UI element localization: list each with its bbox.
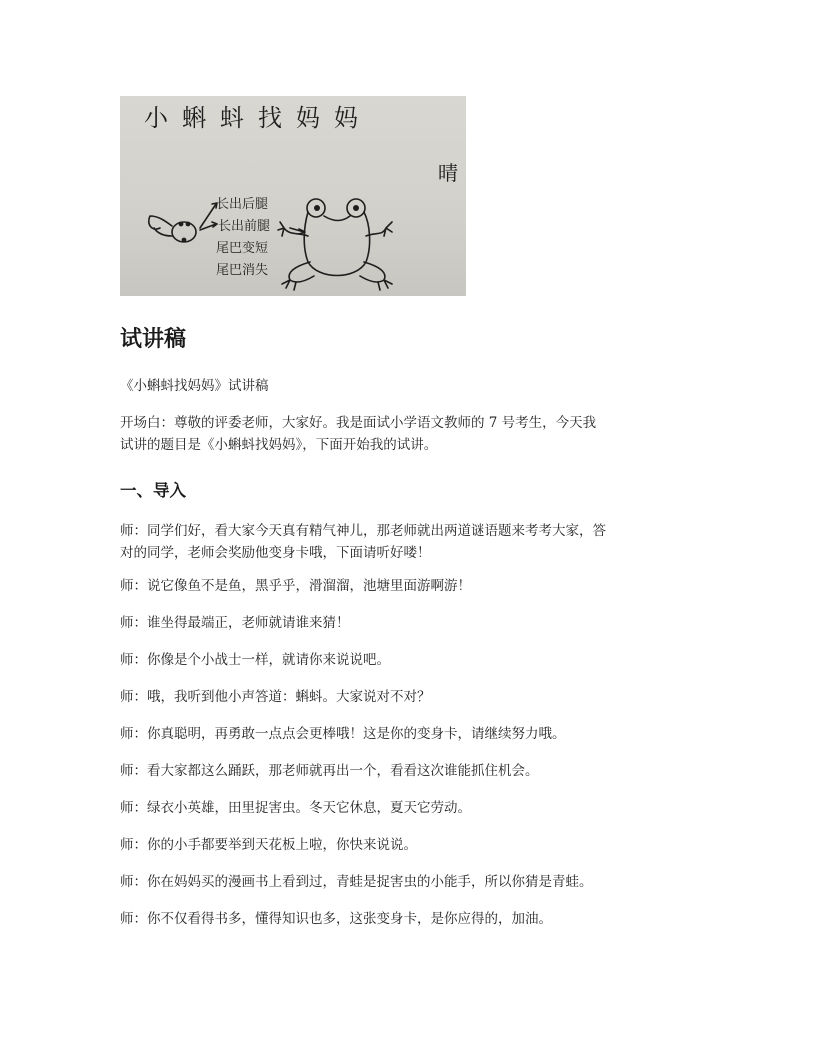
intro-line-1: 开场白：尊敬的评委老师，大家好。我是面试小学语文教师的 7 号考生，今天我 — [120, 415, 597, 431]
stage-label-4: 尾巴消失 — [216, 263, 269, 278]
tadpole-illustration — [120, 96, 466, 296]
section-heading-intro: 一、导入 — [120, 481, 186, 500]
paragraph-1-line-1: 师：同学们好，看大家今天真有精气神儿，那老师就出两道谜语题来考考大家，答 — [120, 523, 606, 539]
paragraph-11: 师：你不仅看得书多，懂得知识也多，这张变身卡，是你应得的，加油。 — [120, 911, 552, 927]
tadpole-drawing — [149, 216, 196, 242]
intro-line-2: 试讲的题目是《小蝌蚪找妈妈》，下面开始我的试讲。 — [120, 437, 438, 453]
subtitle: 《小蝌蚪找妈妈》试讲稿 — [120, 378, 269, 394]
stage-label-1: 长出后腿 — [216, 197, 269, 212]
paragraph-6: 师：你真聪明，再勇敢一点点会更棒哦！这是你的变身卡，请继续努力哦。 — [120, 726, 566, 742]
illustration-heading: 小蝌蚪找妈妈 — [144, 104, 372, 132]
paragraph-9: 师：你的小手都要举到天花板上啦，你快来说说。 — [120, 837, 417, 853]
paragraph-1-line-2: 对的同学，老师会奖励他变身卡哦，下面请听好喽！ — [120, 545, 431, 561]
paragraph-4: 师：你像是个小战士一样，就请你来说说吧。 — [120, 652, 390, 668]
paragraph-7: 师：看大家都这么踊跃，那老师就再出一个，看看这次谁能抓住机会。 — [120, 763, 539, 779]
paragraph-3: 师：谁坐得最端正，老师就请谁来猜！ — [120, 615, 350, 631]
paragraph-2: 师：说它像鱼不是鱼，黑乎乎，滑溜溜，池塘里面游啊游！ — [120, 578, 471, 594]
frog-drawing — [278, 199, 392, 290]
stage-label-3: 尾巴变短 — [216, 241, 269, 256]
page-title: 试讲稿 — [120, 327, 187, 352]
paragraph-5: 师：哦，我听到他小声答道：蝌蚪。大家说对不对？ — [120, 689, 431, 705]
document-page — [120, 96, 700, 927]
paragraph-10: 师：你在妈妈买的漫画书上看到过，青蛙是捉害虫的小能手，所以你猜是青蛙。 — [120, 874, 593, 890]
stage-label-2: 长出前腿 — [218, 219, 271, 234]
illustration-signature: 晴 — [438, 161, 458, 185]
hand-drawn-sketch — [120, 96, 466, 296]
paragraph-8: 师：绿衣小英雄，田里捉害虫。冬天它休息，夏天它劳动。 — [120, 800, 471, 816]
